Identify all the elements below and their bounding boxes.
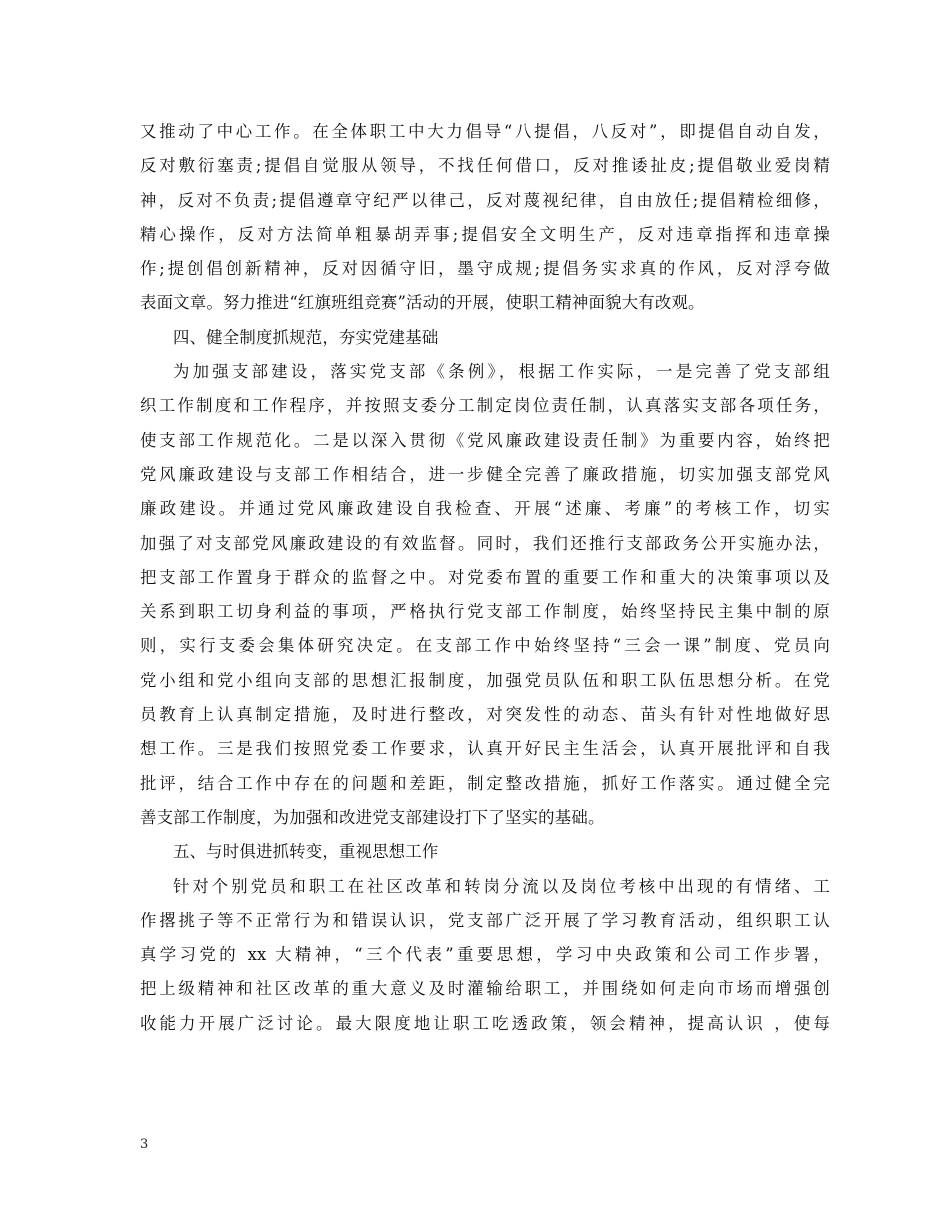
page-number: 3 (140, 1137, 149, 1152)
body-line: 表面文章。努力推进“红旗班组竞赛”活动的开展，使职工精神面貌大有改观。 (140, 293, 705, 313)
body-line: 精心操作，反对方法简单粗暴胡弄事;提倡安全文明生产，反对违章指挥和违章操 (140, 224, 830, 244)
body-line: 党风廉政建设与支部工作相结合，进一步健全完善了廉政措施，切实加强支部党风 (140, 464, 830, 484)
section-heading: 四、健全制度抓规范，夯实党建基础 (173, 327, 439, 347)
body-line: 加强了对支部党风廉政建设的有效监督。同时，我们还推行支部政务公开实施办法， (140, 533, 830, 553)
body-line: 真学习党的 xx 大精神，“三个代表”重要思想，学习中央政策和公司工作步署， (140, 945, 830, 965)
body-line: 针对个别党员和职工在社区改革和转岗分流以及岗位考核中出现的有情绪、工 (173, 876, 830, 896)
body-line: 织工作制度和工作程序，并按照支委分工制定岗位责任制，认真落实支部各项任务， (140, 396, 830, 416)
body-line: 把支部工作置身于群众的监督之中。对党委布置的重要工作和重大的决策事项以及 (140, 567, 830, 587)
body-line: 作撂挑子等不正常行为和错误认识，党支部广泛开展了学习教育活动，组织职工认 (140, 910, 830, 930)
body-line: 党小组和党小组向支部的思想汇报制度，加强党员队伍和职工队伍思想分析。在党 (140, 670, 830, 690)
body-line: 则，实行支委会集体研究决定。在支部工作中始终坚持“三会一课”制度、党员向 (140, 636, 830, 656)
body-line: 善支部工作制度，为加强和改进党支部建设打下了坚实的基础。 (140, 807, 605, 827)
body-line: 为加强支部建设，落实党支部《条例》，根据工作实际，一是完善了党支部组 (173, 362, 830, 382)
body-line: 使支部工作规范化。二是以深入贯彻《党风廉政建设责任制》为重要内容，始终把 (140, 430, 830, 450)
body-line: 神，反对不负责;提倡遵章守纪严以律己，反对蔑视纪律，自由放任;提倡精检细修， (140, 190, 830, 210)
body-line: 廉政建设。并通过党风廉政建设自我检查、开展“述廉、考廉”的考核工作，切实 (140, 499, 830, 519)
body-line: 又推动了中心工作。在全体职工中大力倡导“八提倡，八反对”，即提倡自动自发， (140, 122, 830, 141)
body-line: 收能力开展广泛讨论。最大限度地让职工吃透政策，领会精神，提高认识 ，使每 (140, 1013, 830, 1033)
body-line: 批评，结合工作中存在的问题和差距，制定整改措施，抓好工作落实。通过健全完 (140, 773, 830, 793)
body-line: 员教育上认真制定措施，及时进行整改，对突发性的动态、苗头有针对性地做好思 (140, 705, 830, 725)
document-body (140, 115, 830, 1041)
body-line: 作;提创倡创新精神，反对因循守旧，墨守成规;提倡务实求真的作风，反对浮夸做 (140, 259, 830, 279)
body-line: 关系到职工切身利益的事项，严格执行党支部工作制度，始终坚持民主集中制的原 (140, 602, 830, 622)
body-line: 反对敷衍塞责;提倡自觉服从领导，不找任何借口，反对推诿扯皮;提倡敬业爱岗精 (140, 156, 830, 176)
body-line: 把上级精神和社区改革的重大意义及时灌输给职工，并围绕如何走向市场而增强创 (140, 979, 830, 999)
section-heading: 五、与时俱进抓转变，重视思想工作 (173, 842, 439, 862)
body-line: 想工作。三是我们按照党委工作要求，认真开好民主生活会，认真开展批评和自我 (140, 739, 830, 759)
